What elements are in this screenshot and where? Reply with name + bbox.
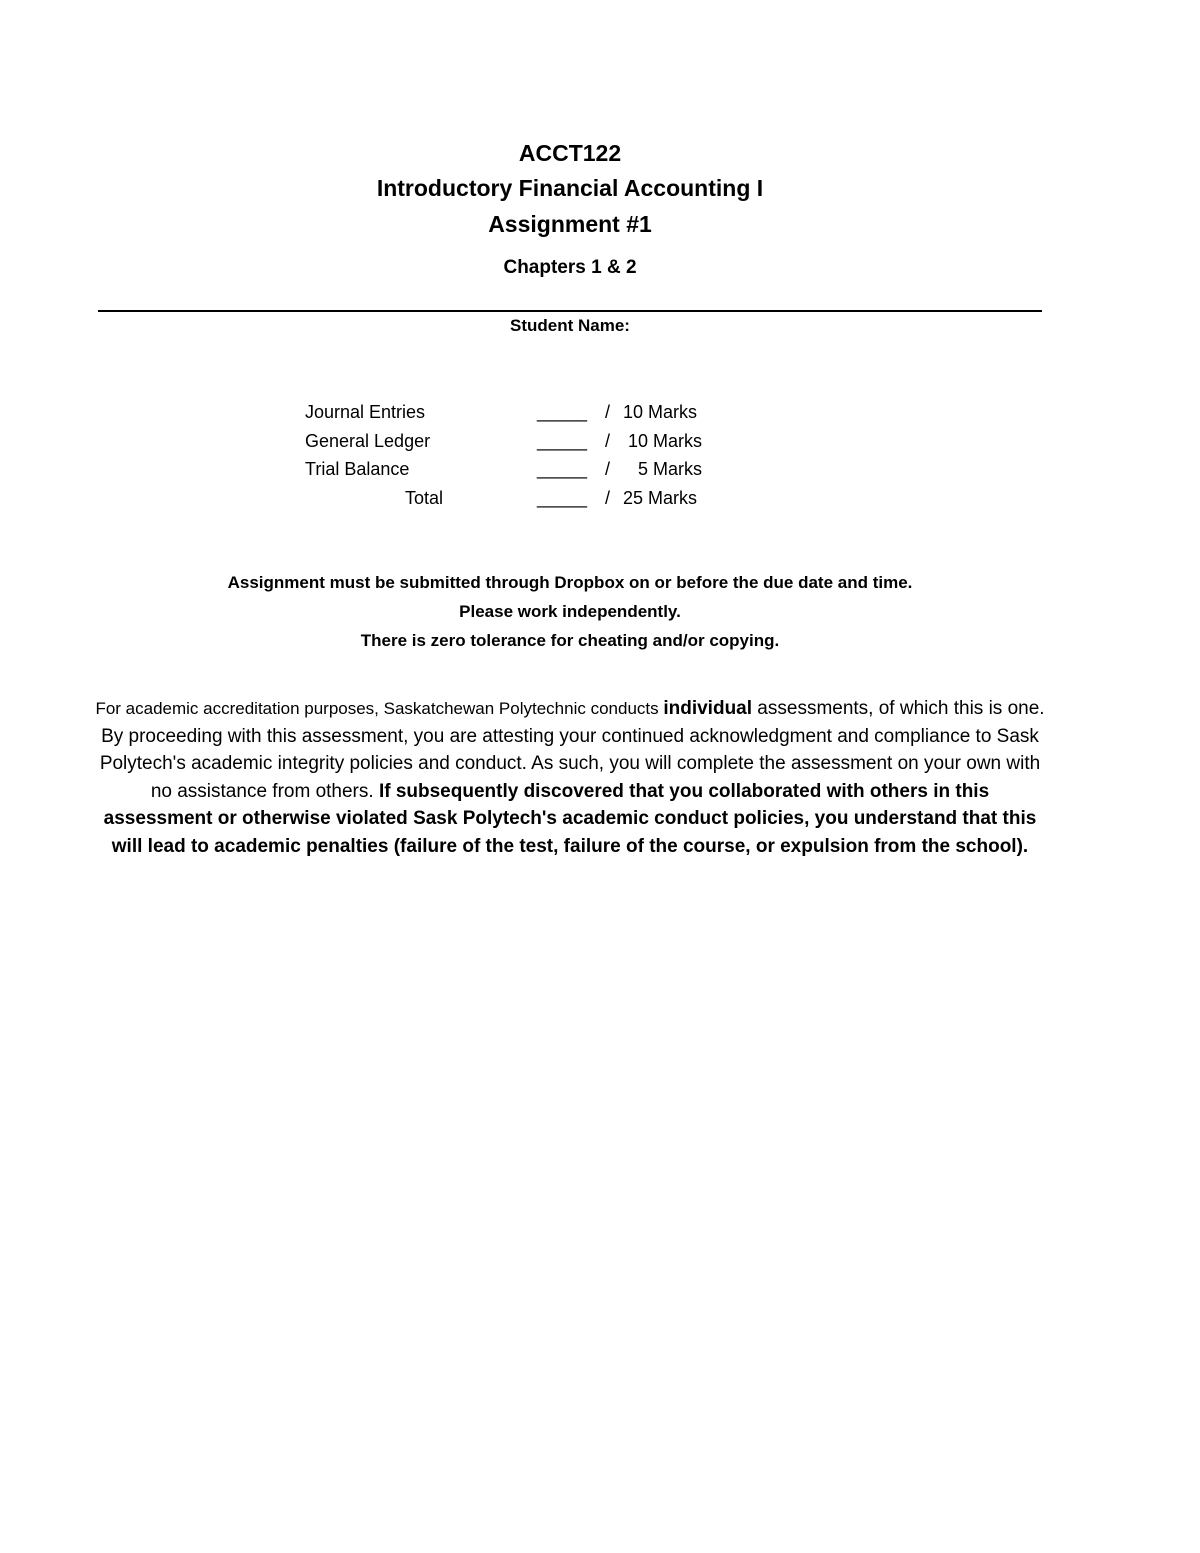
marks-row-journal-entries xyxy=(305,398,765,427)
notice-zero-tolerance: There is zero tolerance for cheating and/or copying. xyxy=(360,631,780,650)
notice-independent: Please work independently. xyxy=(459,602,681,621)
marks-separator: / xyxy=(605,430,611,451)
marks-value: 25 Marks xyxy=(623,487,698,508)
marks-label: Total xyxy=(405,487,444,508)
score-blank: _____ xyxy=(537,402,588,422)
marks-value: 10 Marks xyxy=(623,402,698,422)
student-name-label: Student Name: xyxy=(510,316,630,335)
notice-dropbox: Assignment must be submitted through Dropbox on or before the due date and time. xyxy=(227,573,913,592)
submission-notices xyxy=(0,568,1140,655)
chapters-subtitle: Chapters 1 & 2 xyxy=(503,257,637,278)
integrity-lead: For academic accreditation purposes, Saskatchewan Polytechnic conducts xyxy=(95,699,664,718)
assignment-title: Assignment #1 xyxy=(488,211,652,237)
marks-separator: / xyxy=(605,487,611,508)
integrity-penalty-warning: If subsequently discovered that you collaborated with others in this assessment or otherwise violated Sask Polytech's academic conduct policies, you understand that this will lead to academic penalties (failure of the test, failure of the course, or expulsion from the school). xyxy=(103,780,1037,857)
marks-value: 10 Marks xyxy=(623,430,703,451)
marks-label: General Ledger xyxy=(305,430,431,451)
integrity-emphasis: individual xyxy=(663,698,753,719)
marks-separator: / xyxy=(605,459,611,479)
horizontal-divider xyxy=(98,310,1042,312)
marks-label: Trial Balance xyxy=(305,459,410,479)
integrity-body: assessments, of which this is one. By proceeding with this assessment, you are attesting your continued acknowledgment and compliance to Sask Polytech's academic integrity policies and conduct. As such, you will complete the assessment on your own with no assistance from others. xyxy=(99,698,1045,802)
marks-row-trial-balance xyxy=(305,455,765,484)
marks-row-total xyxy=(305,484,765,513)
marks-row-general-ledger xyxy=(305,427,765,456)
course-title: Introductory Financial Accounting I xyxy=(376,175,764,201)
score-blank: _____ xyxy=(537,459,588,479)
academic-integrity-statement xyxy=(95,695,1045,860)
marks-table xyxy=(305,398,765,512)
marks-value: 5 Marks xyxy=(623,459,703,479)
marks-label: Journal Entries xyxy=(305,402,426,422)
score-blank: _____ xyxy=(537,487,588,508)
score-blank: _____ xyxy=(537,430,588,451)
course-code: ACCT122 xyxy=(518,140,622,166)
marks-separator: / xyxy=(605,402,611,422)
